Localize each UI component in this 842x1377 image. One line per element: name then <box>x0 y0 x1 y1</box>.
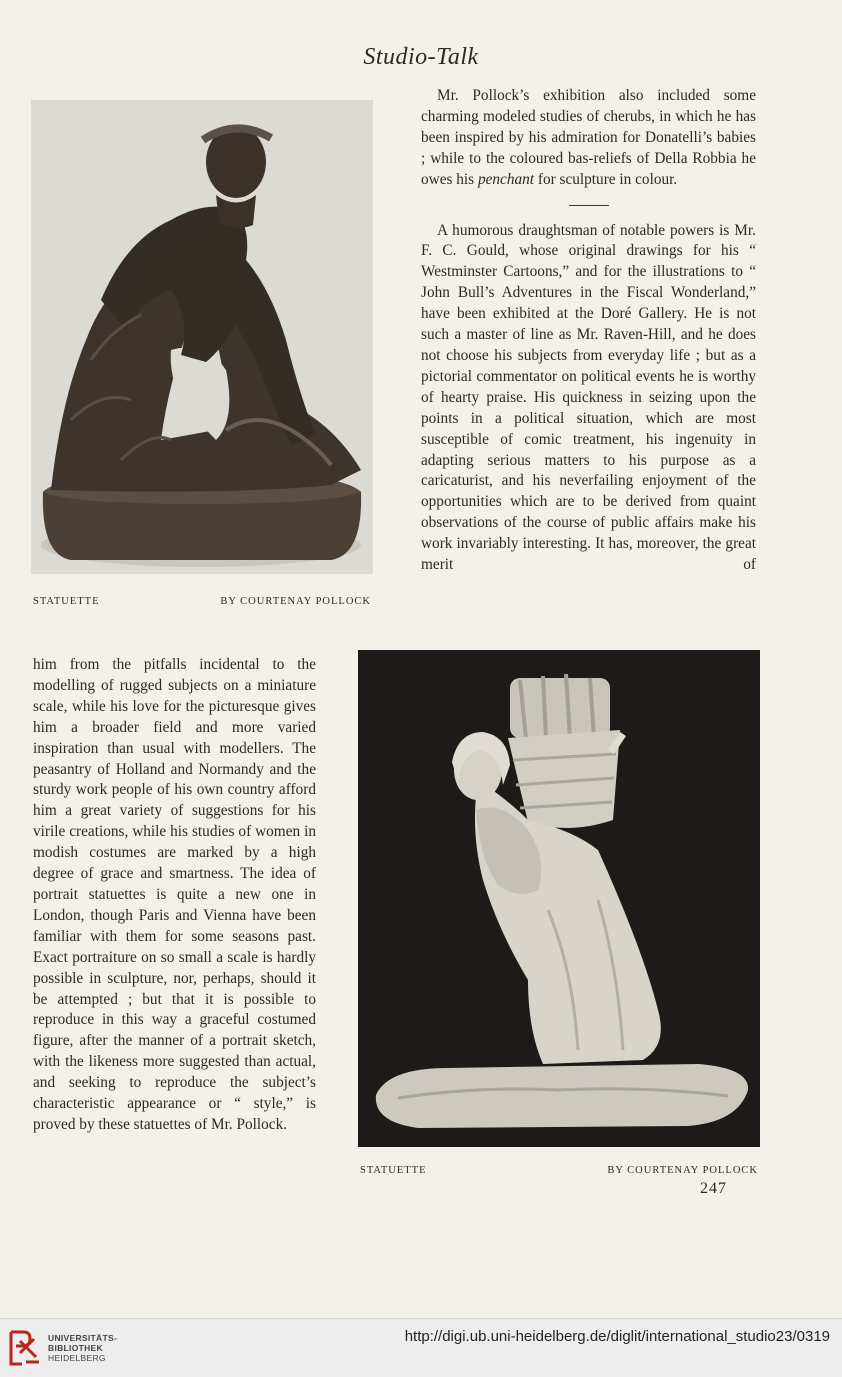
running-head: Studio-Talk <box>363 44 479 70</box>
plate-statuette-plaster <box>358 650 760 1147</box>
university-library-logo-icon[interactable] <box>8 1329 42 1367</box>
library-name-line-3: HEIDELBERG <box>48 1353 106 1363</box>
plate-1-caption <box>33 596 371 607</box>
plate-1-caption-credit: BY COURTENAY POLLOCK <box>220 596 371 607</box>
italic-word-penchant: penchant <box>477 170 535 188</box>
paragraph-pollock-exhibition <box>421 86 756 191</box>
left-column <box>33 655 316 1136</box>
paragraph-pollock-text-end: for sculpture in colour. <box>534 170 678 188</box>
right-column <box>421 86 756 576</box>
plate-2-caption-credit: BY COURTENAY POLLOCK <box>607 1165 758 1176</box>
plate-2-caption <box>360 1165 758 1176</box>
library-name-line-1: UNIVERSITÄTS- <box>48 1333 118 1343</box>
source-url-link[interactable]: http://digi.ub.uni-heidelberg.de/diglit/international_studio23/0319 <box>404 1328 830 1345</box>
paragraph-pollock-text: Mr. Pollock’s exhibition also included some charming modeled studies of cherubs, in which he has been inspired by his admiration for Donatelli’s babies ; while to the coloured bas-reliefs of Della Robbia he owes his <box>421 87 756 188</box>
page-number: 247 <box>700 1180 727 1197</box>
statuette-plaster-illustration <box>358 650 760 1147</box>
plate-2-caption-title: STATUETTE <box>360 1165 427 1176</box>
library-name[interactable] <box>48 1333 117 1363</box>
library-footer <box>0 1318 842 1377</box>
plate-statuette-bronze <box>31 100 373 574</box>
plate-1-caption-title: STATUETTE <box>33 596 100 607</box>
statuette-bronze-illustration <box>31 100 373 574</box>
section-divider <box>569 205 609 206</box>
paragraph-continuation: him from the pitfalls incidental to the modelling of rugged subjects on a miniature scale, while his love for the picturesque gives him a broader field and more varied inspiration than usual with modellers. The peasantry of Holland and Normandy and the sturdy work people of his own country afford him a great variety of suggestions for his virile creations, while his studies of women in modish costumes are marked by a high degree of grace and smartness. The idea of portrait statuettes is quite a new one in London, though Paris and Vienna have been familiar with them for some seasons past. Exact portraiture on so small a scale is hardly possible in sculpture, nor, perhaps, should it be attempted ; but that it is possible to reproduce in this way a graceful costumed figure, after the manner of a portrait sketch, with the likeness more suggested than actual, and seeking to reproduce the subject’s characteristic appearance or “ style,” is proved by these statuettes of Mr. Pollock. <box>33 656 316 1133</box>
library-name-line-2: BIBLIOTHEK <box>48 1343 103 1353</box>
paragraph-gould: A humorous draughtsman of notable powers is Mr. F. C. Gould, whose original drawings for his “ Westminster Cartoons,” and for the illustrations to “ John Bull’s Adventures in the Fiscal Wonderland,” have been exhibited at the Doré Gallery. He is not such a master of line as Mr. Raven-Hill, and he does not choose his subjects from everyday life ; but as a pictorial commentator on political events he is worthy of hearty praise. His quickness in seizing upon the points in a political situation, which are most susceptible of comic treatment, his ingenuity in adapting serious matters to his purpose as a caricaturist, and his neverfailing enjoyment of the opportunities which are to be derived from quaint observations of the course of public affairs make his work invariably interesting. It has, moreover, the great merit of <box>421 221 756 574</box>
